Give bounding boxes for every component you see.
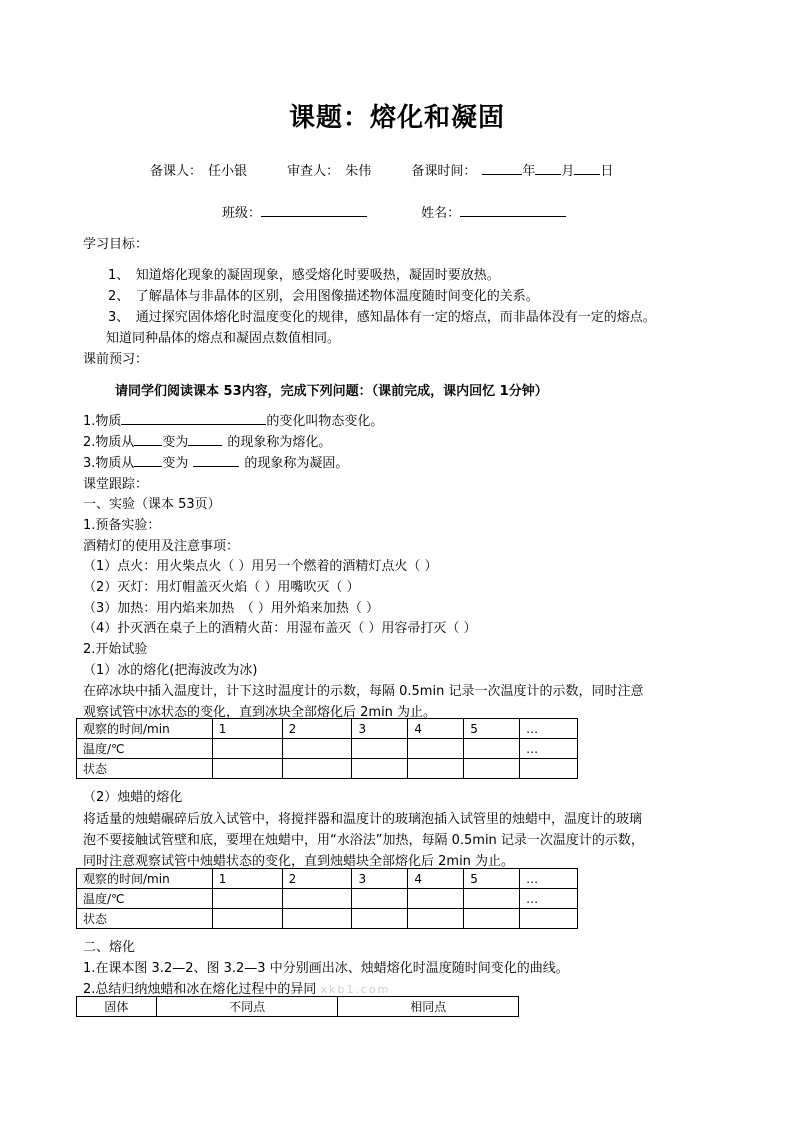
class-blank[interactable] <box>261 203 367 217</box>
table-cell[interactable] <box>408 909 464 929</box>
table-cell: … <box>520 889 578 909</box>
table-cell[interactable] <box>282 909 352 929</box>
table-cell: 2 <box>282 719 352 739</box>
q2-blank-2[interactable] <box>188 432 222 446</box>
table-cell[interactable] <box>464 889 520 909</box>
wax-desc-2: 泡不要接触试管壁和底，要埋在烛蜡中，用“水浴法”加热，每隔 0.5min 记录一次温度计的示数， <box>83 833 644 848</box>
table-cell: 状态 <box>77 909 213 929</box>
table-cell[interactable] <box>212 759 282 779</box>
prep-heading: 1.预备实验： <box>83 518 161 533</box>
table-cell: 2 <box>282 869 352 889</box>
table-cell[interactable] <box>464 909 520 929</box>
year-blank[interactable] <box>482 161 522 175</box>
table-cell: 1 <box>212 719 282 739</box>
table-cell[interactable] <box>352 739 408 759</box>
preparer-name: 任小银 <box>208 164 248 179</box>
goal-item-3: 3、 通过探究固体熔化时温度变化的规律，感知晶体有一定的熔点，而非晶体没有一定的熔点。 <box>108 310 656 325</box>
table-header-cell: 不同点 <box>156 997 338 1017</box>
table-cell: 3 <box>352 719 408 739</box>
goals-heading: 学习目标： <box>83 237 149 252</box>
table-cell: 温度/℃ <box>77 739 213 759</box>
table-cell[interactable] <box>520 759 578 779</box>
q1-text-b: 的变化叫物态变化。 <box>266 414 384 429</box>
q2-text-c: 的现象称为熔化。 <box>227 435 332 450</box>
wax-desc-3: 同时注意观察试管中烛蜡状态的变化，直到烛蜡块全部熔化后 2min 为止。 <box>83 854 515 869</box>
page-title: 课题：熔化和凝固 <box>288 103 505 133</box>
month-label: 月 <box>561 164 575 179</box>
table-cell[interactable] <box>352 759 408 779</box>
q3-text-a: 3.物质从 <box>83 456 135 471</box>
q3-blank-1[interactable] <box>134 453 162 467</box>
table-cell: 观察的时间/min <box>77 869 213 889</box>
melting-item-2 <box>83 978 390 997</box>
q2-blank-1[interactable] <box>134 432 162 446</box>
goal-item-1: 1、 知道熔化现象的凝固现象，感受熔化时要吸热，凝固时要放热。 <box>108 268 500 283</box>
table-header-cell: 固体 <box>77 997 157 1017</box>
melting-item-1: 1.在课本图 3.2—2、图 3.2—3 中分别画出冰、烛蜡熔化时温度随时间变化的曲线。 <box>83 961 569 976</box>
table-cell: 3 <box>352 869 408 889</box>
table-row <box>77 997 519 1017</box>
ice-desc-2: 观察试管中冰状态的变化，直到冰块全部熔化后 2min 为止。 <box>83 705 437 720</box>
wax-desc-1: 将适量的烛蜡碾碎后放入试管中，将搅拌器和温度计的玻璃泡插入试管里的烛蜡中，温度计的玻璃 <box>83 812 643 827</box>
table-row <box>77 759 578 779</box>
table-cell: … <box>520 739 578 759</box>
preparer-label: 备课人： <box>150 164 203 179</box>
preview-instruction: 请同学们阅读课本 53内容，完成下列问题：（课前完成，课内回忆 1分钟） <box>115 384 548 399</box>
table-cell[interactable] <box>282 759 352 779</box>
ice-title: （1）冰的熔化(把海波改为冰) <box>83 663 258 678</box>
preview-heading: 课前预习： <box>83 352 149 367</box>
reviewer-name: 朱伟 <box>345 164 372 179</box>
wax-table <box>76 868 578 929</box>
lamp-item-4: （4）扑灭洒在桌子上的酒精火苗：用湿布盖灭（ ）用容帚打灭（ ） <box>83 621 477 636</box>
reviewer-label: 审查人： <box>287 164 340 179</box>
preview-question-2 <box>83 431 331 450</box>
student-info <box>222 202 566 221</box>
table-cell[interactable] <box>212 739 282 759</box>
day-blank[interactable] <box>574 161 600 175</box>
table-cell: … <box>520 869 578 889</box>
ice-table <box>76 718 578 779</box>
table-cell[interactable] <box>352 889 408 909</box>
table-row <box>77 909 578 929</box>
table-cell[interactable] <box>408 739 464 759</box>
lamp-item-2: （2）灭灯：用灯帽盖灭火焰（ ）用嘴吹灭（ ） <box>83 580 360 595</box>
name-label: 姓名： <box>421 206 461 221</box>
table-cell: 观察的时间/min <box>77 719 213 739</box>
table-cell[interactable] <box>520 909 578 929</box>
class-label: 班级： <box>222 206 262 221</box>
table-cell: 5 <box>464 869 520 889</box>
table-cell: 状态 <box>77 759 213 779</box>
table-cell[interactable] <box>352 909 408 929</box>
day-label: 日 <box>600 164 614 179</box>
table-row <box>77 869 578 889</box>
month-blank[interactable] <box>535 161 561 175</box>
lamp-item-3: （3）加热：用内焰来加热 （ ）用外焰来加热（ ） <box>83 601 380 616</box>
q2-text-b: 变为 <box>162 435 189 450</box>
preview-question-1 <box>83 410 383 429</box>
table-cell[interactable] <box>212 889 282 909</box>
section-2-heading: 二、熔化 <box>83 940 136 955</box>
table-cell[interactable] <box>464 739 520 759</box>
time-label: 备课时间： <box>411 164 477 179</box>
class-track-heading: 课堂跟踪： <box>83 477 149 492</box>
table-cell: … <box>520 719 578 739</box>
table-cell[interactable] <box>408 759 464 779</box>
preview-question-3 <box>83 452 348 471</box>
goal-item-4: 知道同种晶体的熔点和凝固点数值相同。 <box>106 331 341 346</box>
compare-table <box>76 996 519 1017</box>
melting-item-2-text: 2.总结归纳烛蜡和冰在熔化过程中的异同 <box>83 982 317 997</box>
name-blank[interactable] <box>460 203 566 217</box>
goal-item-2: 2、 了解晶体与非晶体的区别，会用图像描述物体温度随时间变化的关系。 <box>108 289 539 304</box>
q1-blank[interactable] <box>121 411 266 425</box>
q3-text-c: 的现象称为凝固。 <box>244 456 349 471</box>
start-heading: 2.开始试验 <box>83 642 148 657</box>
table-cell: 4 <box>408 869 464 889</box>
table-cell: 4 <box>408 719 464 739</box>
table-row <box>77 739 578 759</box>
watermark: xkb1.com <box>320 983 391 996</box>
q3-blank-2[interactable] <box>193 453 239 467</box>
table-cell[interactable] <box>282 739 352 759</box>
lamp-heading: 酒精灯的使用及注意事项： <box>83 539 240 554</box>
table-cell: 5 <box>464 719 520 739</box>
table-row <box>77 889 578 909</box>
header-info <box>150 160 619 179</box>
table-cell[interactable] <box>212 909 282 929</box>
table-cell: 温度/℃ <box>77 889 213 909</box>
table-row <box>77 719 578 739</box>
table-cell: 1 <box>212 869 282 889</box>
table-header-cell: 相同点 <box>338 997 519 1017</box>
ice-desc-1: 在碎冰块中插入温度计，计下这时温度计的示数，每隔 0.5min 记录一次温度计的示数，同时注意 <box>83 684 644 699</box>
lamp-item-1: （1）点火：用火柴点火（ ）用另一个燃着的酒精灯点火（ ） <box>83 559 438 574</box>
q2-text-a: 2.物质从 <box>83 435 135 450</box>
q3-text-b: 变为 <box>162 456 189 471</box>
wax-title: （2）烛蜡的熔化 <box>83 790 183 805</box>
table-cell[interactable] <box>464 759 520 779</box>
section-1-heading: 一、实验（课本 53页） <box>83 497 221 512</box>
table-cell[interactable] <box>282 889 352 909</box>
table-cell[interactable] <box>408 889 464 909</box>
q1-text-a: 1.物质 <box>83 414 122 429</box>
year-label: 年 <box>522 164 536 179</box>
